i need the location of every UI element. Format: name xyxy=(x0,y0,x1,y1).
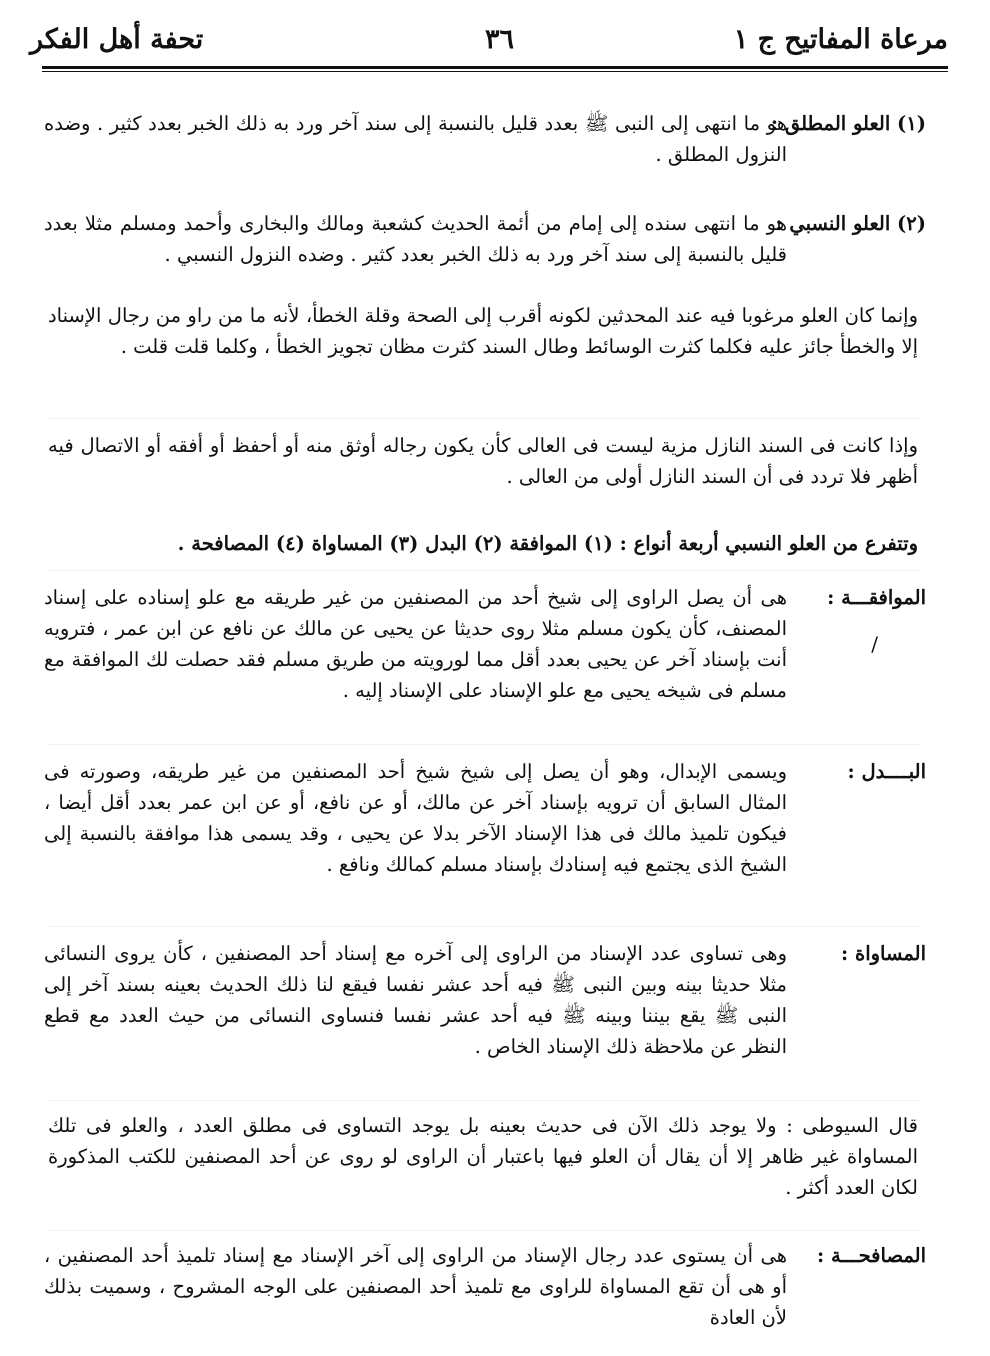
margin-mark: / xyxy=(871,632,878,656)
divider xyxy=(48,1100,922,1101)
page-header xyxy=(30,18,948,62)
header-rule-thin xyxy=(42,71,948,72)
header-rule xyxy=(42,66,948,69)
term-label: المساواة : xyxy=(840,942,926,965)
term-label: (١) العلو المطلق : xyxy=(770,112,926,135)
divider xyxy=(48,926,922,927)
divider xyxy=(48,570,922,571)
term-label: الموافقـــة : xyxy=(827,586,926,609)
paragraph: وإذا كانت فى السند النازل مزية ليست فى العالى كأن يكون رجاله أوثق منه أو أحفظ أو أفقه أو الاتصال فيه أظهر فلا تردد فى أن السند النازل أولى من العالى . xyxy=(48,434,918,488)
term-label: المصافحـــة : xyxy=(817,1244,926,1267)
term-label: (٢) العلو النسبي : xyxy=(775,212,926,235)
definition-absolute-elevation xyxy=(44,108,926,170)
definition-musafaha xyxy=(44,1240,926,1333)
term-text: هى أن يستوى عدد رجال الإسناد من الراوى إلى آخر الإسناد مع إسناد تلميذ أحد المصنفين ، أو هى أن تقع المساواة للراوى مع تلميذ أحد المصنفين على الوجه المشروح ، وسميت بذلك لأن العادة xyxy=(44,1244,787,1329)
paragraph: وإنما كان العلو مرغوبا فيه عند المحدثين لكونه أقرب إلى الصحة وقلة الخطأ، لأنه ما من راو من رجال الإسناد إلا والخطأ جائز عليه فكلما كثرت الوسائط وطال السند كثرت مظان تجويز الخطأ ، وكلما قلت قلت . xyxy=(48,304,918,358)
term-text: هو ما انتهى سنده إلى إمام من أئمة الحديث كشعبة ومالك والبخارى وأحمد ومسلم مثلا بعدد قليل بالنسبة إلى سند آخر ورد به ذلك الخبر بعدد كثير . وضده النزول النسبي . xyxy=(44,212,787,266)
term-text: هو ما انتهى إلى النبى ﷺ بعدد قليل بالنسبة إلى سند آخر ورد به ذلك الخبر بعدد كثير . وضده النزول المطلق . xyxy=(44,112,787,166)
term-label: البــــدل : xyxy=(847,760,926,783)
divider xyxy=(48,744,922,745)
book-title: مرعاة المفاتيح ج ١ xyxy=(733,24,948,55)
definition-muwafaqa xyxy=(44,582,926,706)
definition-badal xyxy=(44,756,926,880)
paragraph-types: وتتفرع من العلو النسبي أربعة أنواع : (١) الموافقة (٢) البدل (٣) المساواة (٤) المصافحة . xyxy=(177,532,918,555)
page-number: ٣٦ xyxy=(485,24,515,55)
definition-musawat xyxy=(44,938,926,1062)
term-text: ويسمى الإبدال، وهو أن يصل إلى شيخ شيخ أحد المصنفين من غير طريقه، وصورته فى المثال السابق أن ترويه بإسناد آخر عن مالك، أو عن نافع، أو عن ابن عمر بعدد أقل أيضا ، فيكون تلميذ مالك فى هذا الإسناد الآخر بدلا عن يحيى ، وقد يسمى هذا موافقة بالنسبة إلى الشيخ الذى يجتمع فيه إسنادك بإسناد مسلم كمالك ونافع . xyxy=(44,760,787,876)
definition-relative-elevation xyxy=(44,208,926,270)
paragraph-suyuti: قال السيوطى : ولا يوجد ذلك الآن فى حديث بعينه بل يوجد التساوى فى مطلق العدد ، والعلو فى تلك المساواة غير ظاهر إلا أن يقال أن العلو فيها باعتبار أن الراوى لو روى عن أحد المصنفين للكتب المذكورة لكان العدد أكثر . xyxy=(48,1114,918,1199)
term-text: وهى تساوى عدد الإسناد من الراوى إلى آخره مع إسناد أحد المصنفين ، كأن يروى النسائى مثلا حديثا بينه وبين النبى ﷺ فيه أحد عشر نفسا فيقع لنا ذلك الحديث بعينه بسند آخر إلى النبى ﷺ يقع بيننا وبينه ﷺ فيه أحد عشر نفسا فنساوى النسائى من حيث العدد مع قطع النظر عن ملاحظة ذلك الإسناد الخاص . xyxy=(44,942,787,1058)
section-title: تحفة أهل الفكر xyxy=(30,24,204,55)
term-text: هى أن يصل الراوى إلى شيخ أحد من المصنفين من غير طريقه مع علو إسناده على إسناد المصنف، كأن يكون مسلم مثلا روى حديثا عن يحيى عن مالك عن نافع عن ابن عمر ، فترويه أنت بإسناد آخر عن يحيى بعدد أقل مما لورويته من طريق مسلم فقد حصلت لك الموافقة مع مسلم فى شيخه يحيى مع علو الإسناد على الإسناد إليه . xyxy=(44,586,787,702)
divider xyxy=(48,418,922,419)
divider xyxy=(48,1230,922,1231)
